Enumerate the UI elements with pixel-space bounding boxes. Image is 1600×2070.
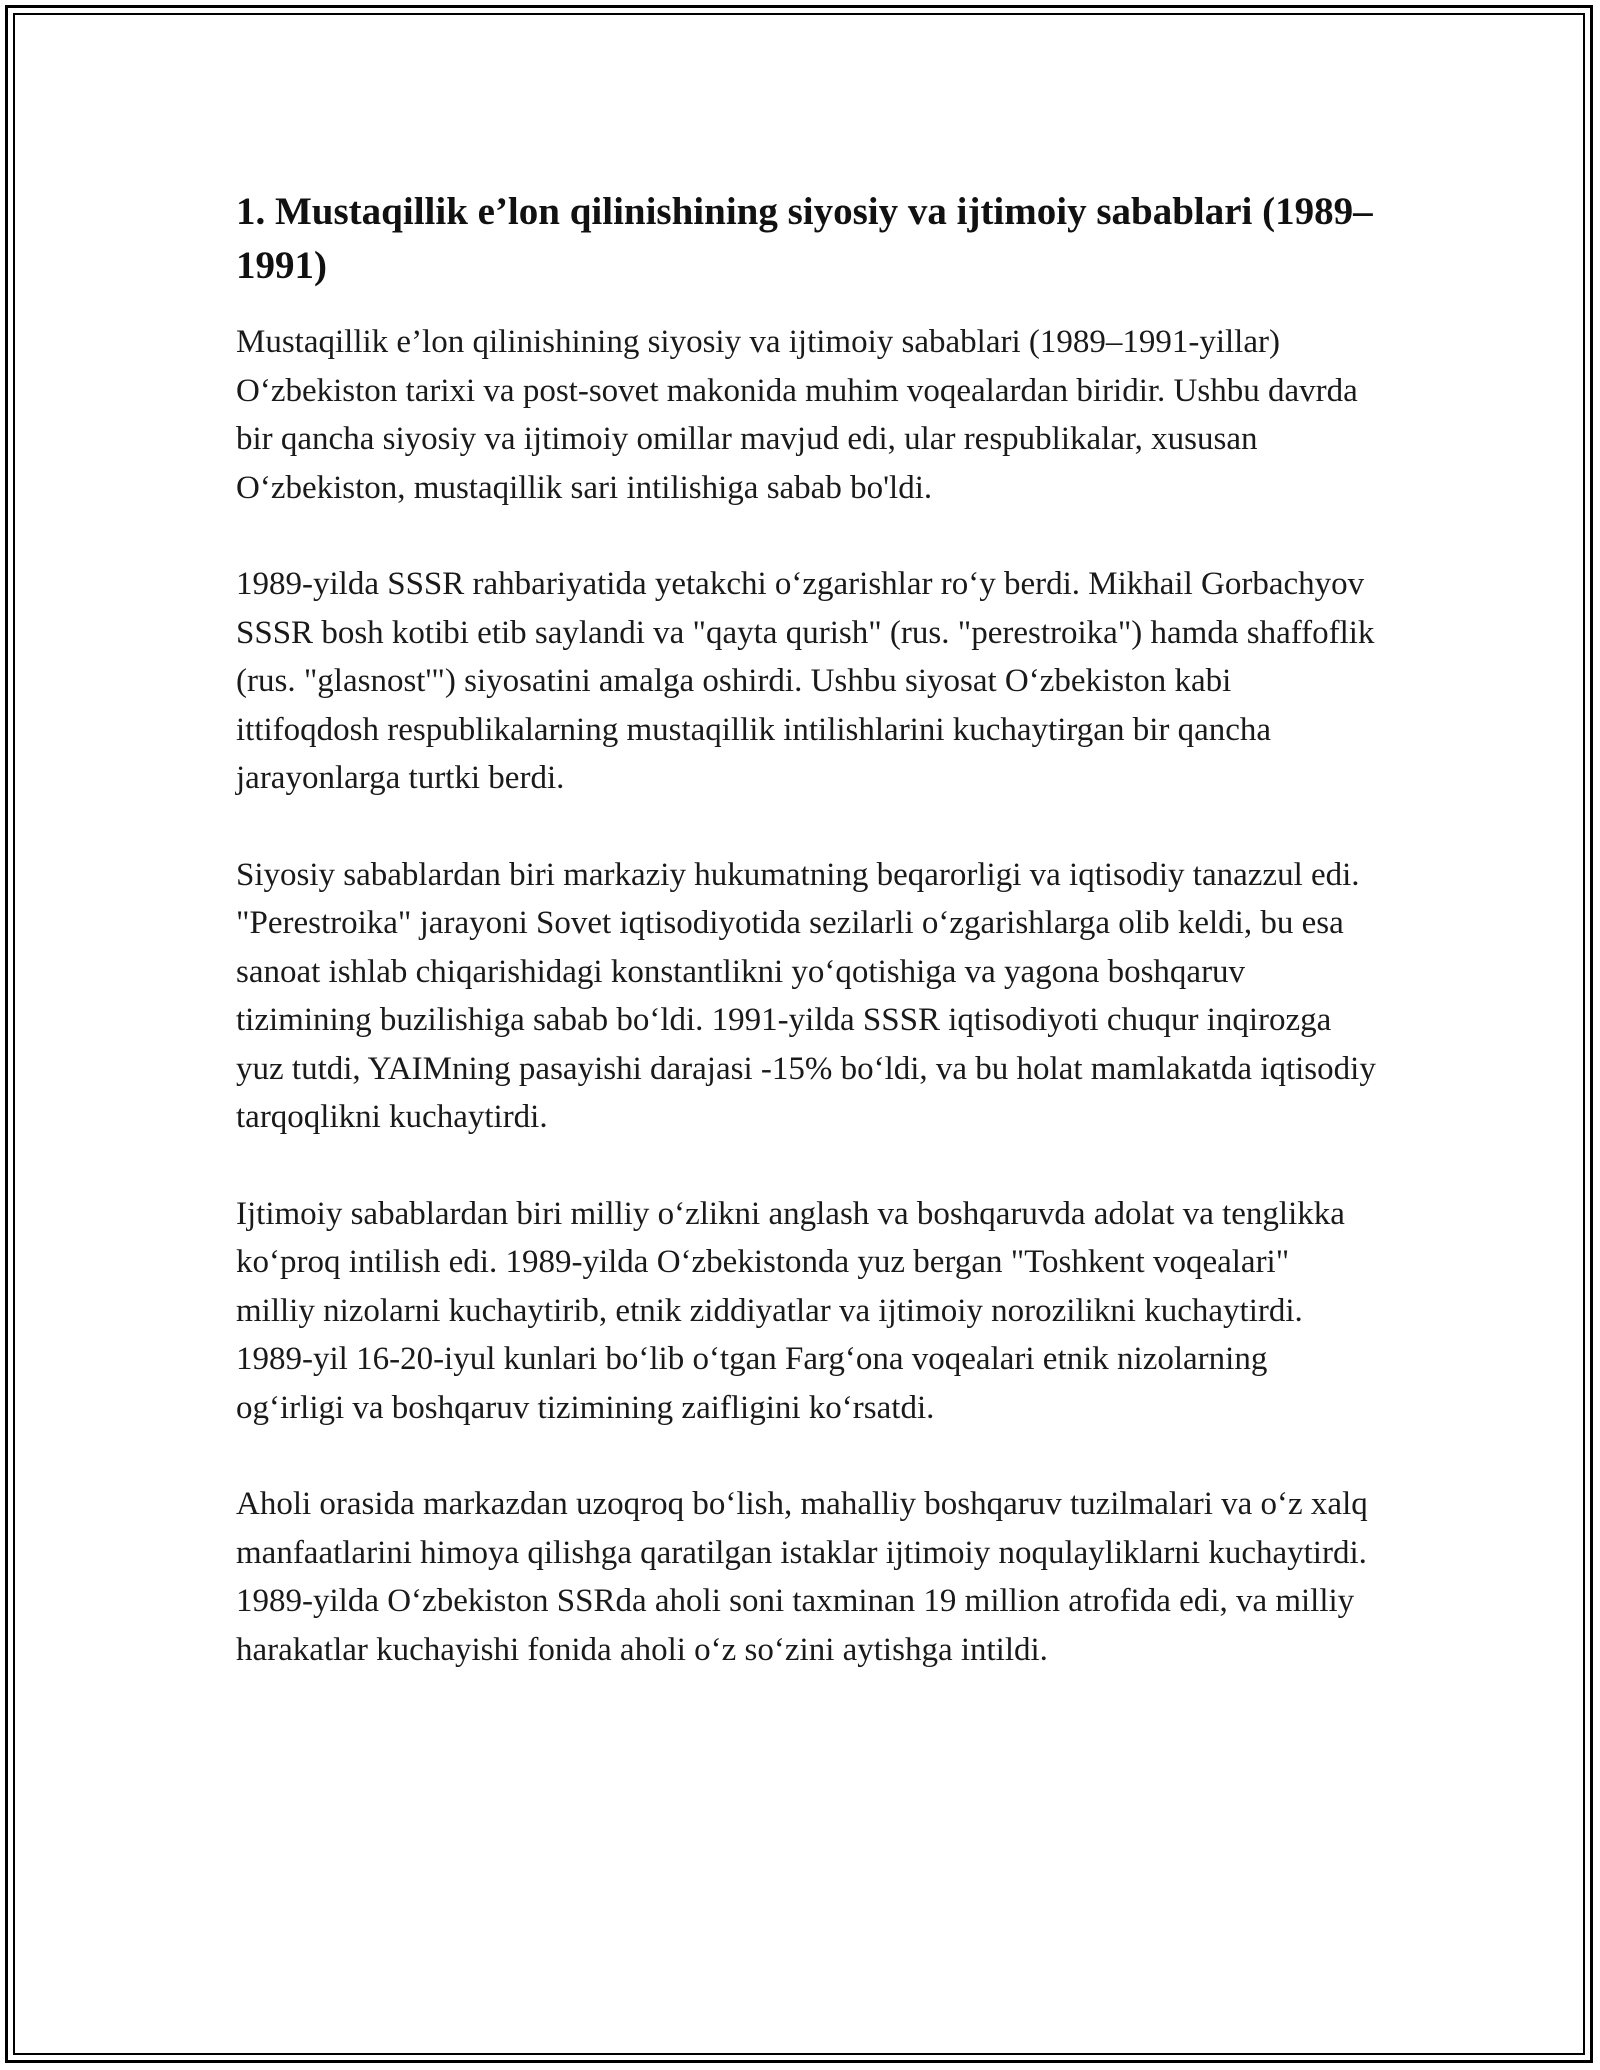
- paragraph-gorbachev-reforms: 1989-yilda SSSR rahbariyatida yetakchi o‘zgarishlar ro‘y berdi. Mikhail Gorbachyov SSSR bosh kotibi etib saylandi va "qayta qurish" (rus. "perestroika") hamda shaffoflik (rus. "glasnost'") siyosatini amalga oshirdi. Ushbu siyosat O‘zbekiston kabi ittifoqdosh respublikalarning mustaqillik intilishlarini kuchaytirgan bir qancha jarayonlarga turtki berdi.: [236, 566, 1375, 796]
- paragraph-social-causes: Ijtimoiy sabablardan biri milliy o‘zlikni anglash va boshqaruvda adolat va tenglikka ko‘proq intilish edi. 1989-yilda O‘zbekistonda yuz bergan "Toshkent voqealari" milliy nizolarni kuchaytirib, etnik ziddiyatlar va ijtimoiy norozilikni kuchaytirdi. 1989-yil 16-20-iyul kunlari bo‘lib o‘tgan Farg‘ona voqealari etnik nizolarning og‘irligi va boshqaruv tizimining zaifligini ko‘rsatdi.: [236, 1195, 1345, 1426]
- document-title: 1. Mustaqillik e’lon qilinishining siyosiy va ijtimoiy sabablari (1989–1991): [236, 190, 1373, 287]
- document-body: [236, 185, 1376, 1674]
- paragraph-intro: Mustaqillik e’lon qilinishining siyosiy va ijtimoiy sabablari (1989–1991-yillar) O‘zbekiston tarixi va post-sovet makonida muhim voqealardan biridir. Ushbu davrda bir qancha siyosiy va ijtimoiy omillar mavjud edi, ular respublikalar, xususan O‘zbekiston, mustaqillik sari intilishiga sabab bo'ldi.: [236, 324, 1358, 506]
- paragraph-political-causes: Siyosiy sabablardan biri markaziy hukumatning beqarorligi va iqtisodiy tanazzul edi. "Perestroika" jarayoni Sovet iqtisodiyotida sezilarli o‘zgarishlarga olib keldi, bu esa sanoat ishlab chiqarishidagi konstantlikni yo‘qotishiga va yagona boshqaruv tizimining buzilishiga sabab bo‘ldi. 1991-yilda SSSR iqtisodiyoti chuqur inqirozga yuz tutdi, YAIMning pasayishi darajasi -15% bo‘ldi, va bu holat mamlakatda iqtisodiy tarqoqlikni kuchaytirdi.: [236, 856, 1376, 1135]
- paragraph-population: Aholi orasida markazdan uzoqroq bo‘lish, mahalliy boshqaruv tuzilmalari va o‘z xalq manfaatlarini himoya qilishga qaratilgan istaklar ijtimoiy noqulayliklarni kuchaytirdi. 1989-yilda O‘zbekiston SSRda aholi soni taxminan 19 million atrofida edi, va milliy harakatlar kuchayishi fonida aholi o‘z so‘zini aytishga intildi.: [236, 1486, 1368, 1668]
